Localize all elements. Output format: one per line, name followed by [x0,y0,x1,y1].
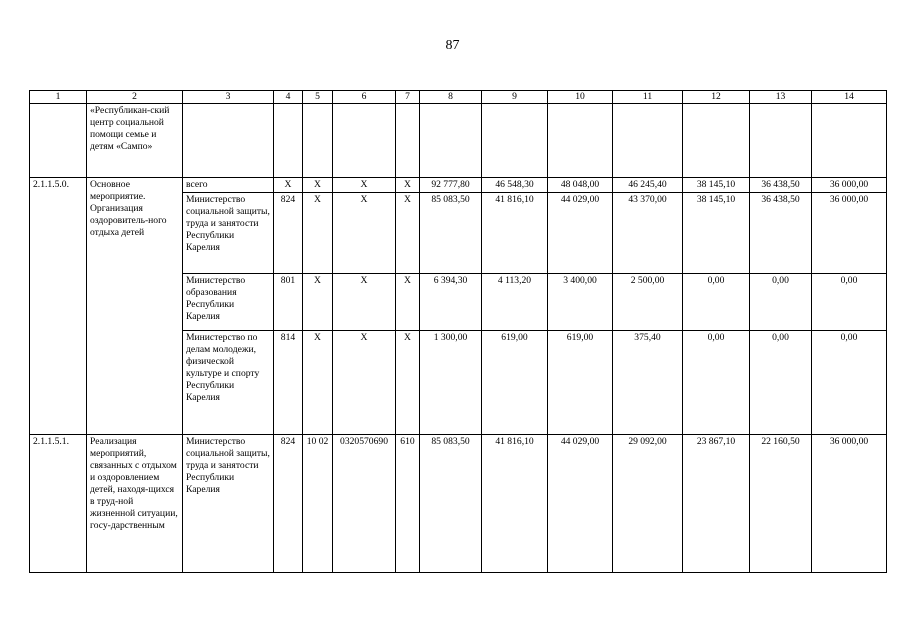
table-cell-amount: 44 029,00 [548,193,613,274]
table-cell-amount: 22 160,50 [750,435,812,573]
table-cell-name: Основное мероприятие. Организация оздоровитель-ного отдыха детей [87,178,183,435]
table-cell: 610 [396,435,420,573]
table-cell [274,104,303,178]
table-cell [420,104,482,178]
table-cell: Х [333,193,396,274]
table-cell-amount: 92 777,80 [420,178,482,193]
table-cell: Х [303,178,333,193]
header-cell: 11 [613,91,683,104]
table-cell-amount: 23 867,10 [683,435,750,573]
table-cell: Х [333,178,396,193]
table-cell [482,104,548,178]
table-cell-amount: 41 816,10 [482,435,548,573]
table-cell-amount: 0,00 [750,274,812,331]
table-cell-amount: 44 029,00 [548,435,613,573]
header-cell: 13 [750,91,812,104]
header-row [30,91,887,104]
header-cell: 12 [683,91,750,104]
table-cell: Х [303,331,333,435]
table-cell-amount: 41 816,10 [482,193,548,274]
table-cell-amount: 36 438,50 [750,193,812,274]
table-cell-executor: Министерство социальной защиты, труда и занятости Республики Карелия [183,435,274,573]
header-cell: 5 [303,91,333,104]
table-cell-amount: 85 083,50 [420,435,482,573]
table-cell [333,104,396,178]
table-cell-amount: 0,00 [812,331,887,435]
table-cell-amount: 0,00 [683,274,750,331]
table-cell [613,104,683,178]
page-number: 87 [445,38,460,53]
table-cell-executor: Министерство по делам молодежи, физической культуре и спорту Республики Карелия [183,331,274,435]
header-cell: 6 [333,91,396,104]
table-cell: Х [303,193,333,274]
table-cell: 801 [274,274,303,331]
table-cell-amount: 38 145,10 [683,193,750,274]
table-cell-code: 2.1.1.5.0. [30,178,87,435]
table-cell-name: «Республикан-ский центр социальной помощи семье и детям «Сампо» [87,104,183,178]
table-cell-executor: Министерство образования Республики Карелия [183,274,274,331]
table-cell: 824 [274,435,303,573]
table-cell-amount: 2 500,00 [613,274,683,331]
table-cell-amount: 48 048,00 [548,178,613,193]
table-cell-amount: 29 092,00 [613,435,683,573]
table-cell [396,104,420,178]
table-cell-amount: 619,00 [548,331,613,435]
table-cell: Х [396,331,420,435]
table-cell-amount: 0,00 [812,274,887,331]
table-cell-amount: 43 370,00 [613,193,683,274]
header-cell: 10 [548,91,613,104]
budget-table [29,90,887,573]
header-cell: 3 [183,91,274,104]
table-cell: 814 [274,331,303,435]
table-cell-amount: 36 000,00 [812,193,887,274]
table-row-sampo [30,104,887,178]
table-cell-amount: 1 300,00 [420,331,482,435]
table-cell [812,104,887,178]
table-cell: Х [303,274,333,331]
table-cell: 10 02 [303,435,333,573]
table-cell: Х [274,178,303,193]
table-cell: Х [333,331,396,435]
table-cell-amount: 36 000,00 [812,435,887,573]
table-cell-amount: 619,00 [482,331,548,435]
table-cell-amount: 36 438,50 [750,178,812,193]
table-cell-amount: 3 400,00 [548,274,613,331]
table-cell-amount: 46 548,30 [482,178,548,193]
table-cell [303,104,333,178]
table-cell-amount: 38 145,10 [683,178,750,193]
table-row-subactivity [30,435,887,573]
table-cell-executor: Министерство социальной защиты, труда и занятости Республики Карелия [183,193,274,274]
table-cell-amount: 375,40 [613,331,683,435]
table-cell-amount: 4 113,20 [482,274,548,331]
table-cell-amount: 6 394,30 [420,274,482,331]
header-cell: 8 [420,91,482,104]
table-cell-executor: всего [183,178,274,193]
table-cell: 824 [274,193,303,274]
header-cell: 2 [87,91,183,104]
table-row-total [30,178,887,193]
table-cell-amount: 46 245,40 [613,178,683,193]
table-cell [750,104,812,178]
table-cell: Х [396,274,420,331]
header-cell: 1 [30,91,87,104]
header-cell: 7 [396,91,420,104]
header-cell: 9 [482,91,548,104]
table-cell: Х [396,193,420,274]
header-cell: 14 [812,91,887,104]
header-cell: 4 [274,91,303,104]
table-cell [548,104,613,178]
table-cell: Х [396,178,420,193]
table-cell-amount: 85 083,50 [420,193,482,274]
table-cell-code: 2.1.1.5.1. [30,435,87,573]
table-cell-amount: 0,00 [750,331,812,435]
table-cell [30,104,87,178]
table-cell [683,104,750,178]
table-cell-amount: 36 000,00 [812,178,887,193]
table-cell [183,104,274,178]
table-cell: 0320570690 [333,435,396,573]
table-cell-name: Реализация мероприятий, связанных с отдыхом и оздоровлением детей, находя-щихся в труд-ной жизненной ситуации, госу-дарственным [87,435,183,573]
table-cell-amount: 0,00 [683,331,750,435]
table-cell: Х [333,274,396,331]
